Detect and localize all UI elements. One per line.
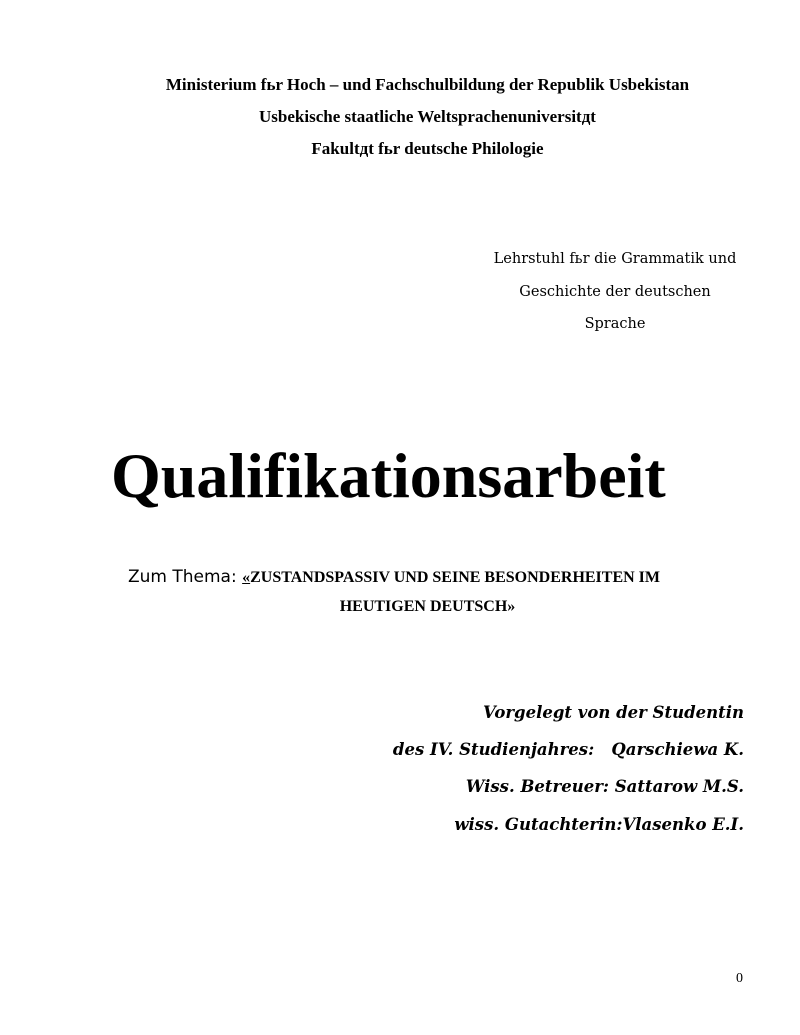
chair-line-3: Sprache [584,316,646,332]
document-title: Qualifikationsarbeit [111,440,666,511]
topic-open-quote: « [242,569,251,586]
signature-reviewer: wiss. Gutachterin:Vlasenko E.I. [454,815,744,834]
chair-line-2: Geschichte der deutschen [519,284,711,300]
ministry-heading: Ministerium fьr Hoch – und Fachschulbildung der Republik Usbekistan [165,75,690,94]
chair-line-1: Lehrstuhl fьr die Grammatik und [493,251,737,267]
university-heading: Usbekische staatliche Weltsprachenuniversitдt [259,107,596,126]
topic-line-1 [128,565,660,590]
topic-prefix: Zum Thema: [128,567,243,587]
topic-text-line-1: ZUSTANDSPASSIV UND SEINE BESONDERHEITEN IM [250,569,661,586]
topic-text-line-2: HEUTIGEN DEUTSCH» [339,598,516,615]
signature-supervisor: Wiss. Betreuer: Sattarow M.S. [465,777,744,796]
signature-student-name: des IV. Studienjahres: Qarschiewa K. [392,740,744,759]
signature-student-intro: Vorgelegt von der Studentin [483,703,744,722]
page-number: 0 [736,971,743,986]
faculty-heading: Fakultдt fьr deutsche Philologie [311,139,544,158]
